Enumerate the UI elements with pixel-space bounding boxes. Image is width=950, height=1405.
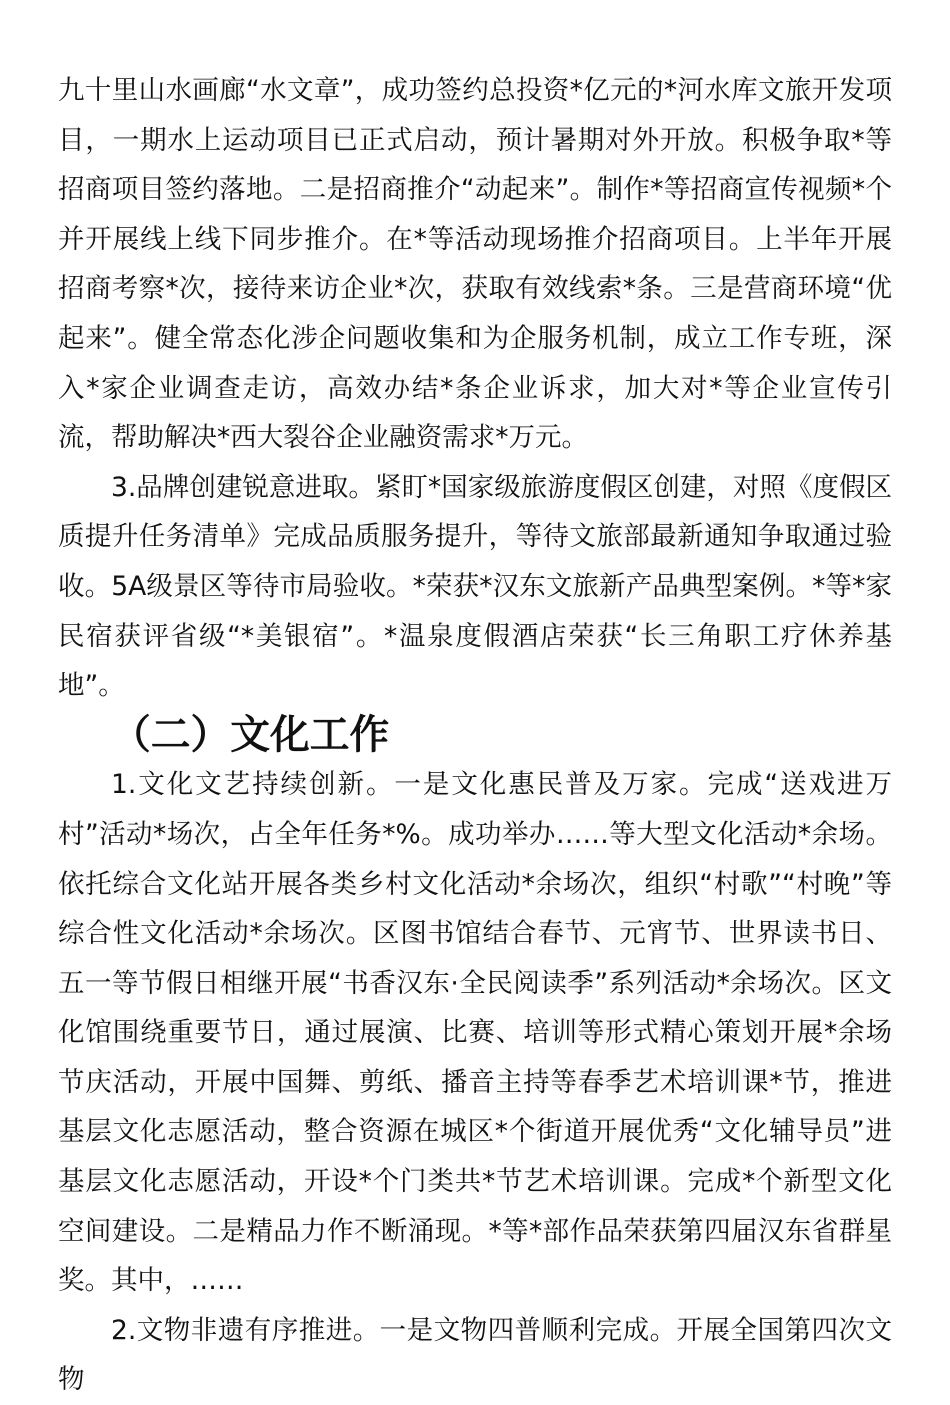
paragraph-heritage: 2.文物非遗有序推进。一是文物四普顺利完成。开展全国第四次文物 [58,1314,892,1396]
paragraph-culture-arts: 1.文化文艺持续创新。一是文化惠民普及万家。完成“送戏进万村”活动*场次，占全年任务*%。成功举办……等大型文化活动*余场。依托综合文化站开展各类乡村文化活动*余场次，组织“村歌”“村晚”等综合性文化活动*余场次。区图书馆结合春节、元宵节、世界读书日、五一等节假日相继开展“书香汉东·全民阅读季”系列活动*余场次。区文化馆围绕重要节日，通过展演、比赛、培训等形式精心策划开展*余场节庆活动，开展中国舞、剪纸、播音主持等春季艺术培训课*节，推进基层文化志愿活动，整合资源在城区*个街道开展优秀“文化辅导员”进基层文化志愿活动，开设*个门类共*节艺术培训课。完成*个新型文化空间建设。二是精品力作不断涌现。*等*部作品荣获第四届汉东省群星奖。其中，…… [58,769,892,1297]
document-page [58,66,892,1405]
paragraph-investment: 九十里山水画廊“水文章”，成功签约总投资*亿元的*河水库文旅开发项目，一期水上运动项目已正式启动，预计暑期对外开放。积极争取*等招商项目签约落地。二是招商推介“动起来”。制作*等招商宣传视频*个并开展线上线下同步推介。在*等活动现场推介招商项目。上半年开展招商考察*次，接待来访企业*次，获取有效线索*条。三是营商环境“优起来”。健全常态化涉企问题收集和为企服务机制，成立工作专班，深入*家企业调查走访，高效办结*条企业诉求，加大对*等企业宣传引流，帮助解决*西大裂谷企业融资需求*万元。 [58,75,892,454]
section-heading-culture: （二）文化工作 [111,711,390,758]
paragraph-brand-building: 3.品牌创建锐意进取。紧盯*国家级旅游度假区创建，对照《度假区质提升任务清单》完成品质服务提升，等待文旅部最新通知争取通过验收。5A级景区等待市局验收。*荣获*汉东文旅新产品典型案例。*等*家民宿获评省级“*美银宿”。*温泉度假酒店荣获“长三角职工疗休养基地”。 [58,471,892,702]
